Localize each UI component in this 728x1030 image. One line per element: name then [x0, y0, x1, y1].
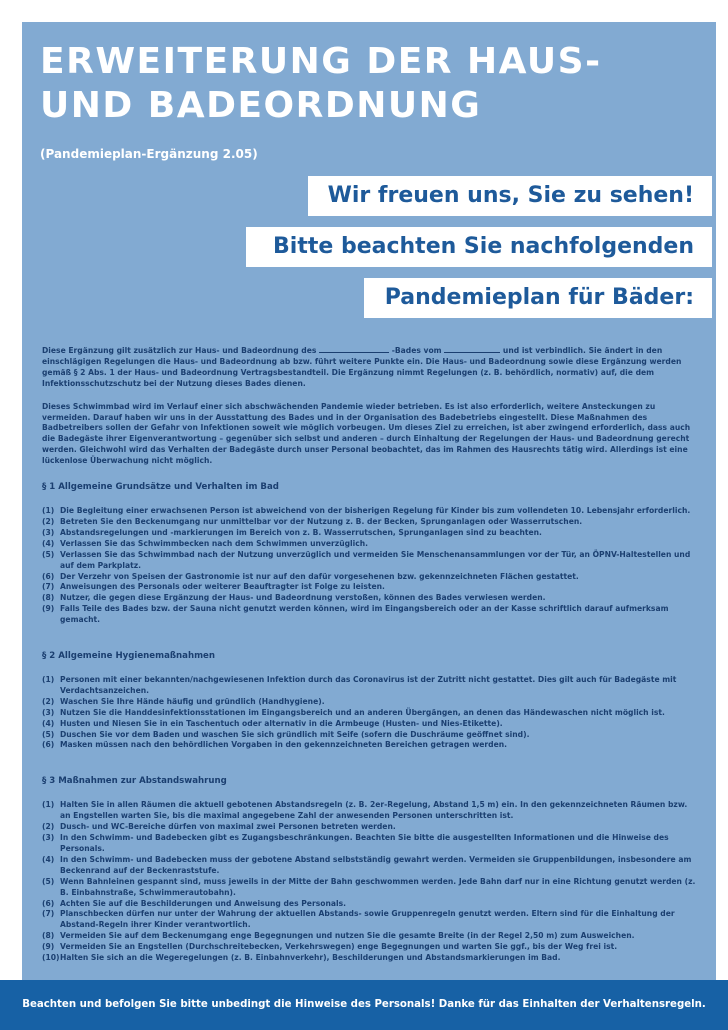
- blank-field-date: [444, 346, 500, 353]
- list-item-number: (10): [42, 953, 60, 963]
- list-item-number: (4): [42, 854, 55, 864]
- section-heading: § 3 Maßnahmen zur Abstandswahrung: [42, 776, 227, 787]
- list-item-text: Die Begleitung einer erwachsenen Person ist abweichend von der bisherigen Regelung für Kinder bis zum vollendeten 10. Lebensjahr erforderlich.: [60, 506, 691, 516]
- section-heading: § 2 Allgemeine Hygienemaßnahmen: [42, 651, 215, 662]
- list-item: [42, 953, 698, 964]
- list-item-number: (8): [42, 931, 55, 941]
- footer-banner: Beachten und befolgen Sie bitte unbedingt die Hinweise des Personals! Danke für das Einhalten der Verhaltensregeln.: [0, 980, 728, 1030]
- list-item-text: Vermeiden Sie auf dem Beckenumgang enge Begegnungen und nutzen Sie die gesamte Breite (in der Regel 2,50 m) zum Ausweichen.: [60, 931, 635, 941]
- page-subtitle: (Pandemieplan-Ergänzung 2.05): [40, 147, 258, 161]
- list-item: [42, 719, 698, 730]
- intro-text-1a: Diese Ergänzung gilt zusätzlich zur Haus- und Badeordnung des: [42, 346, 317, 355]
- list-item-number: (3): [42, 527, 55, 537]
- list-item: [42, 800, 698, 822]
- list-item: [42, 833, 698, 855]
- intro-paragraph-2: Dieses Schwimmbad wird im Verlauf einer sich abschwächenden Pandemie wieder betrieben. Es ist also erforderlich, weitere Ansteckungen zu vermeiden. Darauf haben wir uns in der Ausstattung des Bades und in der Organisation des Badebetriebs eingestellt. Diese Maßnahmen des Badbetreibers sollen der Gefahr von Infektionen soweit wie möglich vorbeugen. Um dieses Ziel zu erreichen, ist aber zwingend erforderlich, dass auch die Badegäste ihrer Eigenverantwortung – gegenüber sich selbst und anderen – durch Einhaltung der Regelungen der Haus- und Badeordnung gerecht werden. Gleichwohl wird das Verhalten der Badegäste durch unser Personal beobachtet, das im Rahmen des Hausrechts tätig wird. Allerdings ist eine lückenlose Überwachung nicht möglich.: [42, 401, 691, 466]
- list-item-number: (2): [42, 516, 55, 526]
- intro-text-1c: und ist verbindlich. Sie ändert in den einschlägigen Regelungen die Haus- und Badeordnung ab bzw. führt weitere Punkte ein. Die Haus- und Badeordnung sowie diese Ergänzung werden gemäß § 2 Abs. 1 der Haus- und Badeordnung Vertragsbestandteil. Die Ergänzung nimmt Regelungen (z. B. behördlich, normativ) auf, die dem Infektionsschutzschutz bei der Nutzung dieses Bades dienen.: [42, 346, 682, 388]
- list-item-number: (6): [42, 740, 55, 750]
- list-item: [42, 942, 698, 953]
- section-heading: § 1 Allgemeine Grundsätze und Verhalten im Bad: [42, 482, 279, 493]
- list-item-text: Falls Teile des Bades bzw. der Sauna nicht genutzt werden können, wird im Eingangsbereich oder an der Kasse schriftlich darauf aufmerksam gemacht.: [60, 604, 669, 625]
- list-item-number: (1): [42, 506, 55, 516]
- list-item-number: (9): [42, 604, 55, 614]
- list-item: [42, 506, 698, 517]
- list-item: [42, 593, 698, 604]
- intro-paragraph-1: [42, 346, 698, 390]
- list-item-text: Verlassen Sie das Schwimmbad nach der Nutzung unverzüglich und vermeiden Sie Menschenansammlungen vor der Tür, an ÖPNV-Haltestellen und auf dem Parkplatz.: [60, 549, 691, 570]
- list-item: [42, 550, 698, 572]
- list-item: [42, 582, 698, 593]
- list-item-number: (1): [42, 800, 55, 810]
- list-item: [42, 675, 698, 697]
- list-item-text: Betreten Sie den Beckenumgang nur unmittelbar vor der Nutzung z. B. der Becken, Sprunganlagen oder Wasserrutschen.: [60, 516, 583, 526]
- list-item: [42, 822, 698, 833]
- list-item-text: In den Schwimm- und Badebecken gibt es Zugangsbeschränkungen. Beachten Sie bitte die ausgestellten Informationen und die Hinweise des Personals.: [60, 833, 669, 853]
- document-body: [42, 346, 698, 964]
- list-item-number: (6): [42, 571, 55, 581]
- list-item-text: Personen mit einer bekannten/nachgewiesenen Infektion durch das Coronavirus ist der Zutritt nicht gestattet. Dies gilt auch für Badegäste mit Verdachtsanzeichen.: [60, 675, 677, 695]
- banner-pandemic-plan: Pandemieplan für Bäder:: [364, 278, 712, 318]
- list-item: [42, 931, 698, 942]
- list-item-text: Waschen Sie Ihre Hände häufig und gründlich (Handhygiene).: [60, 696, 325, 706]
- list-item-text: Halten Sie in allen Räumen die aktuell gebotenen Abstandsregeln (z. B. 2er-Regelung, Abstand 1,5 m) ein. In den gekennzeichneten Räumen bzw. an Engstellen warten Sie, bis die maximal angegebene Zahl der anwesenden Personen unterschritten ist.: [60, 800, 688, 821]
- list-item: [42, 855, 698, 877]
- list-item-number: (1): [42, 675, 55, 685]
- list-item-text: Dusch- und WC-Bereiche dürfen von maximal zwei Personen betreten werden.: [60, 822, 396, 832]
- intro-text-1b: -Bades vom: [391, 346, 442, 355]
- list-item-text: Vermeiden Sie an Engstellen (Durchschreitebecken, Verkehrswegen) enge Begegnungen und warten Sie ggf., bis der Weg frei ist.: [60, 942, 618, 952]
- list-item-text: Nutzer, die gegen diese Ergänzung der Haus- und Badeordnung verstoßen, können des Bades verwiesen werden.: [60, 593, 546, 603]
- list-item: [42, 572, 698, 583]
- list-item-text: Husten und Niesen Sie in ein Taschentuch oder alternativ in die Armbeuge (Husten- und Nies-Etikette).: [60, 718, 503, 728]
- list-item-number: (6): [42, 898, 55, 908]
- list-item-text: Halten Sie sich an die Wegeregelungen (z. B. Einbahnverkehr), Beschilderungen und Abstandsmarkierungen im Bad.: [60, 953, 561, 963]
- list-item: [42, 517, 698, 528]
- list-item-text: Anweisungen des Personals oder weiterer Beauftragter ist Folge zu leisten.: [60, 582, 385, 592]
- list-item: [42, 899, 698, 910]
- list-item-number: (2): [42, 696, 55, 706]
- list-item-number: (7): [42, 909, 55, 919]
- list-item: [42, 604, 698, 626]
- list-item: [42, 877, 698, 899]
- list-item: [42, 730, 698, 741]
- sections-container: [42, 481, 698, 964]
- list-item-text: In den Schwimm- und Badebecken muss der gebotene Abstand selbstständig gewahrt werden. Vermeiden sie Gruppenbildungen, insbesondere am Beckenrand auf der Beckenraststufe.: [60, 854, 692, 875]
- list-item: [42, 740, 698, 751]
- list-item-number: (9): [42, 942, 55, 952]
- list-item-number: (5): [42, 729, 55, 739]
- list-item-text: Masken müssen nach den behördlichen Vorgaben in den gekennzeichneten Bereichen getragen werden.: [60, 740, 508, 750]
- list-item-number: (3): [42, 707, 55, 717]
- list-item-text: Planschbecken dürfen nur unter der Wahrung der aktuellen Abstands- sowie Gruppenregeln genutzt werden. Eltern sind für die Einhaltung der Abstand-Regeln ihrer Kinder verantwortlich.: [60, 909, 675, 930]
- banner-welcome: Wir freuen uns, Sie zu sehen!: [308, 176, 712, 216]
- list-item-text: Nutzen Sie die Handdesinfektionsstationen im Eingangsbereich und an anderen Übergängen, an denen das Händewaschen nicht möglich ist.: [60, 707, 665, 717]
- list-item-number: (7): [42, 582, 55, 592]
- list-item-text: Abstandsregelungen und -markierungen im Bereich von z. B. Wasserrutschen, Sprunganlagen sind zu beachten.: [60, 527, 542, 537]
- list-item: [42, 528, 698, 539]
- list-item-number: (4): [42, 718, 55, 728]
- list-item-text: Verlassen Sie das Schwimmbecken nach dem Schwimmen unverzüglich.: [60, 538, 369, 548]
- blank-field-bath-name: [319, 346, 389, 353]
- list-item-text: Der Verzehr von Speisen der Gastronomie ist nur auf den dafür vorgesehenen bzw. gekennzeichneten Flächen gestattet.: [60, 571, 579, 581]
- list-item-text: Duschen Sie vor dem Baden und waschen Sie sich gründlich mit Seife (sofern die Duschräume geöffnet sind).: [60, 729, 530, 739]
- list-item-number: (4): [42, 538, 55, 548]
- list-item-text: Achten Sie auf die Beschilderungen und Anweisung des Personals.: [60, 898, 346, 908]
- list-item-number: (2): [42, 822, 55, 832]
- list-item: [42, 697, 698, 708]
- list-item: [42, 539, 698, 550]
- page-title: ERWEITERUNG DER HAUS- UND BADEORDNUNG: [40, 41, 602, 126]
- list-item-text: Wenn Bahnleinen gespannt sind, muss jeweils in der Mitte der Bahn geschwommen werden. Jede Bahn darf nur in eine Richtung genutzt werden (z. B. Einbahnstraße, Schwimmerautobahn).: [60, 876, 696, 897]
- banner-notice: Bitte beachten Sie nachfolgenden: [246, 227, 712, 267]
- list-item-number: (5): [42, 549, 55, 559]
- list-item-number: (5): [42, 876, 55, 886]
- list-item-number: (8): [42, 593, 55, 603]
- list-item: [42, 909, 698, 931]
- list-item: [42, 708, 698, 719]
- list-item-number: (3): [42, 833, 55, 843]
